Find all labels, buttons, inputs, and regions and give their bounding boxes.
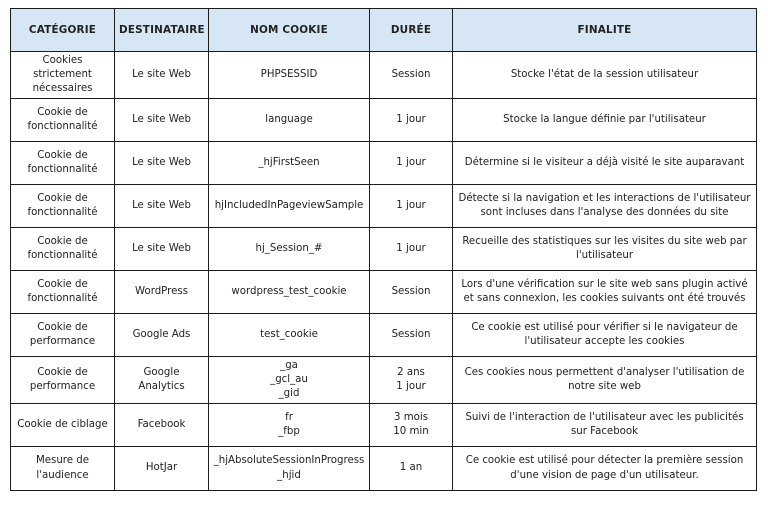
cell-category: Cookie de ciblage <box>11 404 115 447</box>
cell-duration: Session <box>370 314 453 357</box>
cell-category: Cookie de fonctionnalité <box>11 185 115 228</box>
cell-cookie-name: hj_Session_# <box>209 228 370 271</box>
cell-purpose: Ce cookie est utilisé pour détecter la première session d'une vision de page d'un utilisateur. <box>453 447 757 491</box>
header-recipient: DESTINATAIRE <box>115 9 209 52</box>
cell-purpose: Détecte si la navigation et les interactions de l'utilisateur sont incluses dans l'analyse des données du site <box>453 185 757 228</box>
cell-duration: 1 jour <box>370 228 453 271</box>
cell-purpose: Lors d'une vérification sur le site web sans plugin activé et sans connexion, les cookies suivants ont été trouvés <box>453 271 757 314</box>
header-purpose: FINALITE <box>453 9 757 52</box>
cell-cookie-name: _hjFirstSeen <box>209 142 370 185</box>
cell-cookie-name: _hjAbsoluteSessionInProgress _hjid <box>209 447 370 491</box>
cell-duration: 1 jour <box>370 185 453 228</box>
cell-purpose: Suivi de l'interaction de l'utilisateur avec les publicités sur Facebook <box>453 404 757 447</box>
cell-cookie-name: fr _fbp <box>209 404 370 447</box>
table-row <box>11 314 757 357</box>
cell-purpose: Détermine si le visiteur a déjà visité le site auparavant <box>453 142 757 185</box>
cell-cookie-name: language <box>209 99 370 142</box>
cell-recipient: Le site Web <box>115 228 209 271</box>
table-row <box>11 52 757 99</box>
cell-cookie-name: _ga _gcl_au _gid <box>209 357 370 404</box>
cell-category: Mesure de l'audience <box>11 447 115 491</box>
cell-cookie-name: hjIncludedInPageviewSample <box>209 185 370 228</box>
cell-purpose: Ce cookie est utilisé pour vérifier si le navigateur de l'utilisateur accepte les cookies <box>453 314 757 357</box>
header-category: CATÉGORIE <box>11 9 115 52</box>
cell-duration: Session <box>370 52 453 99</box>
cell-recipient: Le site Web <box>115 142 209 185</box>
table-row <box>11 357 757 404</box>
cell-duration: 1 jour <box>370 142 453 185</box>
cell-category: Cookie de performance <box>11 314 115 357</box>
cell-category: Cookies strictement nécessaires <box>11 52 115 99</box>
cell-purpose: Recueille des statistiques sur les visites du site web par l'utilisateur <box>453 228 757 271</box>
cell-duration: 3 mois 10 min <box>370 404 453 447</box>
cell-purpose: Ces cookies nous permettent d'analyser l'utilisation de notre site web <box>453 357 757 404</box>
header-cookie-name: NOM COOKIE <box>209 9 370 52</box>
header-duration: DURÉE <box>370 9 453 52</box>
table-row <box>11 271 757 314</box>
cookie-table <box>10 8 757 491</box>
cell-cookie-name: PHPSESSID <box>209 52 370 99</box>
table-header-row <box>11 9 757 52</box>
cell-recipient: Google Analytics <box>115 357 209 404</box>
cell-duration: 2 ans 1 jour <box>370 357 453 404</box>
cell-category: Cookie de fonctionnalité <box>11 99 115 142</box>
cell-recipient: HotJar <box>115 447 209 491</box>
cell-duration: 1 an <box>370 447 453 491</box>
cell-recipient: Google Ads <box>115 314 209 357</box>
cell-category: Cookie de performance <box>11 357 115 404</box>
cell-duration: Session <box>370 271 453 314</box>
cell-recipient: Le site Web <box>115 52 209 99</box>
cell-category: Cookie de fonctionnalité <box>11 271 115 314</box>
cell-cookie-name: test_cookie <box>209 314 370 357</box>
cell-category: Cookie de fonctionnalité <box>11 228 115 271</box>
cell-recipient: WordPress <box>115 271 209 314</box>
cell-category: Cookie de fonctionnalité <box>11 142 115 185</box>
table-row <box>11 142 757 185</box>
cell-purpose: Stocke l'état de la session utilisateur <box>453 52 757 99</box>
cell-cookie-name: wordpress_test_cookie <box>209 271 370 314</box>
cell-purpose: Stocke la langue définie par l'utilisateur <box>453 99 757 142</box>
cell-recipient: Le site Web <box>115 185 209 228</box>
table-row <box>11 447 757 491</box>
cell-recipient: Le site Web <box>115 99 209 142</box>
cell-recipient: Facebook <box>115 404 209 447</box>
cell-duration: 1 jour <box>370 99 453 142</box>
table-row <box>11 228 757 271</box>
table-row <box>11 404 757 447</box>
table-row <box>11 99 757 142</box>
table-row <box>11 185 757 228</box>
